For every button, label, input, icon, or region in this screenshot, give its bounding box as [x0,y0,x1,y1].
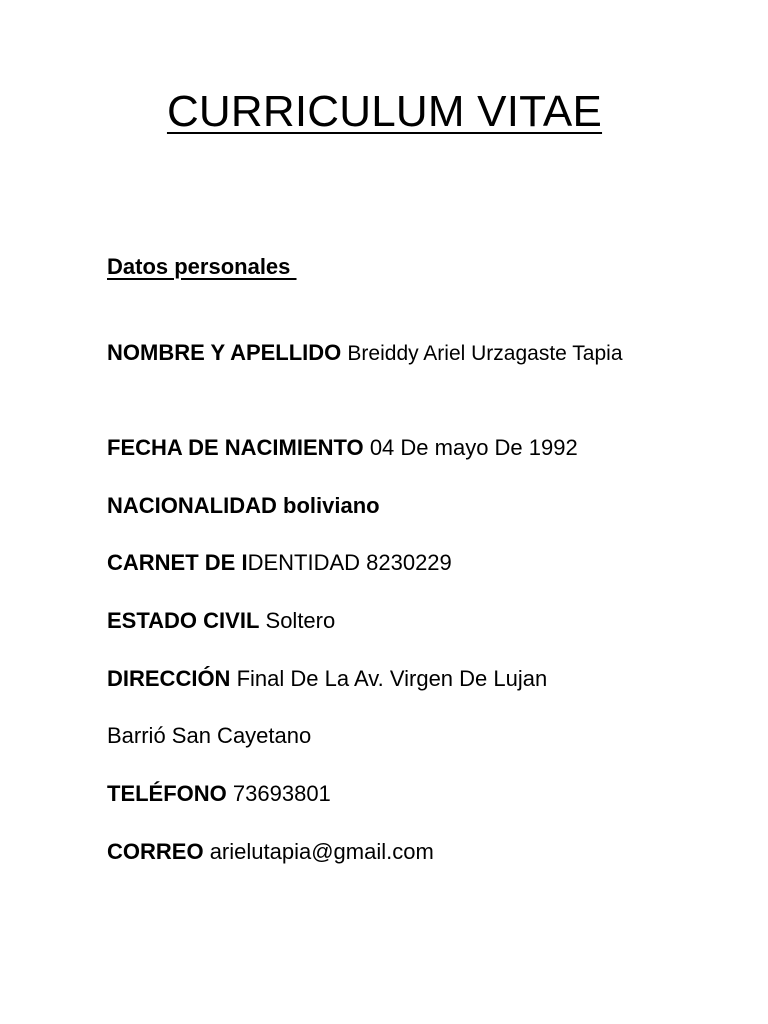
nacionalidad-label: NACIONALIDAD [107,493,277,518]
carnet-de-identidad-label: CARNET DE I [107,550,248,575]
estado-civil-value: Soltero [265,608,336,633]
field-telefono [107,773,662,815]
field-fecha-de-nacimiento [107,427,662,469]
telefono-label: TELÉFONO [107,781,227,806]
direccion-label: DIRECCIÓN [107,666,231,691]
estado-civil-label: ESTADO CIVIL [107,608,260,633]
field-continuacion-direccion [107,715,662,757]
field-nacionalidad [107,485,662,527]
page-title: CURRICULUM VITAE [166,87,603,136]
field-nombre-y-apellido [107,332,662,375]
correo-label: CORREO [107,839,204,864]
direccion-value: Final De La Av. Virgen De Lujan [236,666,548,691]
field-carnet-de-identidad [107,542,662,584]
section-heading-personal-data: Datos personales [107,254,297,279]
field-direccion [107,658,662,700]
telefono-value: 73693801 [232,781,331,806]
fecha-de-nacimiento-label: FECHA DE NACIMIENTO [107,435,364,460]
field-estado-civil [107,600,662,642]
nacionalidad-value: boliviano [283,493,380,518]
carnet-de-identidad-label-continuation: DENTIDAD [247,550,361,575]
correo-value: arielutapia@gmail.com [209,839,434,864]
nombre-y-apellido-value: Breiddy Ariel Urzagaste Tapia [347,342,623,365]
carnet-de-identidad-value: 8230229 [360,550,452,575]
fecha-de-nacimiento-value: 04 De mayo De 1992 [369,435,578,460]
field-correo [107,831,662,873]
nombre-y-apellido-label: NOMBRE Y APELLIDO [107,340,342,365]
continuacion-direccion-value: Barrió San Cayetano [107,723,312,748]
